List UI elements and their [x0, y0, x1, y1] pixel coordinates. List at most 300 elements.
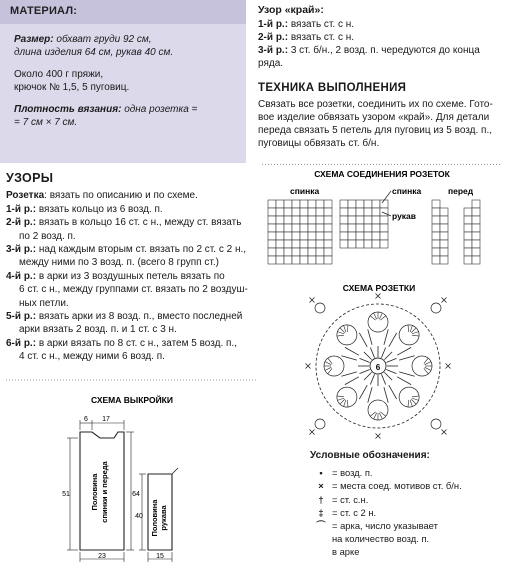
pattern-row-text: в арки вязать по 8 ст. с н., затем 5 возд. п., — [36, 337, 237, 349]
grid-cell — [464, 248, 472, 256]
pattern-row-line — [6, 243, 254, 256]
grid-cell — [316, 200, 324, 208]
stitch-mark — [368, 329, 372, 344]
grid-cell — [308, 208, 316, 216]
grid-cell — [300, 208, 308, 216]
kray-row-text: 3 ст. б/н., 2 возд. п. чередуются до конца ряда. — [258, 45, 480, 69]
label-front: перед — [448, 186, 474, 196]
stitch-mark — [337, 332, 344, 334]
grid-cell — [316, 248, 324, 256]
stitch-mark — [386, 369, 396, 373]
legend-title: Условные обозначения: — [310, 450, 430, 461]
pattern-row-text: 4 ст. с н., между ними 6 возд. п. — [19, 351, 165, 363]
rosette-scheme-title: СХЕМА РОЗЕТКИ — [342, 283, 416, 293]
grid-cell — [440, 208, 448, 216]
grid-cell — [356, 208, 364, 216]
grid-cell — [432, 208, 440, 216]
grid-cell — [276, 248, 284, 256]
grid-cell — [308, 232, 316, 240]
stitch-mark — [380, 316, 385, 320]
grid-cell — [472, 216, 480, 224]
stitch-mark — [411, 328, 416, 333]
grid-cell — [340, 240, 348, 248]
stitch-mark — [412, 396, 419, 397]
yarn-paragraph — [14, 68, 234, 94]
stitch-mark — [425, 362, 431, 365]
grid-cell — [268, 248, 276, 256]
technique-text — [258, 98, 504, 150]
pattern-row-line — [6, 256, 254, 269]
density-line-2: = 7 см × 7 см. — [14, 117, 78, 128]
grid-cell — [348, 240, 356, 248]
pattern-row-line — [6, 230, 254, 243]
kray-row-label: 3-й р.: — [258, 45, 289, 56]
pattern-row-label: 1-й р.: — [6, 203, 37, 215]
grid-cell — [268, 240, 276, 248]
grid-cell — [372, 224, 380, 232]
grid-cell — [464, 256, 472, 264]
legend-text: = арка, число указывает — [332, 520, 438, 532]
grid-cell — [268, 224, 276, 232]
material-header: МАТЕРИАЛ: — [0, 0, 246, 24]
stitch-mark — [410, 400, 412, 407]
pattern-row-line — [6, 216, 254, 229]
legend-row — [310, 532, 506, 545]
stitch-mark — [379, 313, 382, 319]
label-sleeve: рукав — [392, 211, 417, 221]
grid-cell — [348, 200, 356, 208]
stitch-mark — [341, 372, 356, 376]
join-mark — [446, 364, 451, 369]
stitch-mark — [380, 412, 385, 416]
grid-cell — [380, 240, 388, 248]
legend-row — [310, 479, 506, 492]
grid-cell — [472, 248, 480, 256]
grid-cell — [292, 200, 300, 208]
legend-text: = ст. с.н. — [332, 493, 369, 505]
legend-text: в арке — [332, 546, 360, 558]
kray-rows — [258, 18, 504, 70]
grid-cell — [316, 216, 324, 224]
grid-cell — [464, 240, 472, 248]
pattern-row-text: между ними по 3 возд. п. (всего 8 групп ст.) — [19, 257, 219, 269]
legend-text: = места соед. мотивов ст. б/н. — [332, 480, 462, 492]
join-scheme — [262, 164, 502, 276]
pattern-rows — [6, 203, 254, 364]
dim-40: 40 — [135, 513, 143, 520]
dim-15: 15 — [156, 553, 164, 560]
stitch-mark — [384, 352, 392, 360]
stitch-mark — [337, 398, 344, 400]
density-label: Плотность вязания: — [14, 104, 122, 115]
stitch-mark — [325, 367, 331, 370]
grid-cell — [276, 224, 284, 232]
pattern-row-text: 6 ст. с н., между группами ст. вязать по 2 воздуш- — [19, 284, 248, 296]
grid-cell — [276, 200, 284, 208]
stitch-mark — [364, 372, 372, 380]
grid-cell — [324, 248, 332, 256]
kray-row-label: 1-й р.: — [258, 19, 289, 30]
grid-cell — [440, 216, 448, 224]
pattern-row-label: 5-й р.: — [6, 311, 37, 323]
rosette-center-number: 6 — [375, 363, 381, 372]
right-column — [258, 4, 504, 150]
join-mark — [442, 430, 447, 435]
grid-cell — [300, 200, 308, 208]
grid-cell — [472, 200, 480, 208]
technique-line: вое изделие обвязать узором «край». Для детали — [258, 112, 490, 123]
patterns-title: УЗОРЫ — [6, 171, 54, 185]
grid-cell — [356, 240, 364, 248]
join-mark — [376, 434, 381, 439]
legend-symbol: ‡ — [318, 506, 324, 518]
grid-cell — [284, 224, 292, 232]
label-back-2: спинка — [392, 186, 422, 196]
rosette-text: : вязать по описанию и по схеме. — [44, 190, 198, 202]
grid-cell — [348, 216, 356, 224]
stitch-mark — [325, 362, 331, 365]
grid-cell — [364, 208, 372, 216]
kray-row-label: 2-й р.: — [258, 32, 289, 43]
grid-cell — [472, 256, 480, 264]
kray-row — [258, 18, 504, 31]
pattern-row-line — [6, 310, 254, 323]
kray-row-text: вязать ст. с н. — [288, 19, 355, 30]
grid-cell — [372, 200, 380, 208]
corner-loop — [315, 303, 325, 313]
patterns-section — [6, 172, 254, 364]
grid-cell — [316, 208, 324, 216]
grid-cell — [292, 208, 300, 216]
grid-cell — [300, 232, 308, 240]
grid-cell — [316, 240, 324, 248]
pattern-scheme — [0, 378, 262, 576]
grid-cell — [292, 240, 300, 248]
grid-cell — [300, 216, 308, 224]
stitch-mark — [397, 377, 411, 385]
grid-cell — [292, 232, 300, 240]
material-body — [0, 24, 246, 129]
grid-cell — [380, 232, 388, 240]
rosette-label: Розетка — [6, 190, 45, 202]
join-mark — [306, 364, 311, 369]
grid-cell — [308, 248, 316, 256]
dim-64: 64 — [132, 491, 140, 498]
stitch-mark — [347, 325, 348, 332]
grid-cell — [440, 248, 448, 256]
grid-cell — [308, 256, 316, 264]
stitch-mark — [359, 385, 367, 399]
technique-title: ТЕХНИКА ВЫПОЛНЕНИЯ — [258, 82, 407, 94]
stitch-mark — [345, 347, 359, 355]
rosette-line — [6, 189, 254, 202]
grid-cell — [464, 216, 472, 224]
stitch-mark — [381, 374, 385, 384]
pattern-row-label: 2-й р.: — [6, 217, 37, 229]
stitch-mark — [345, 377, 359, 385]
pattern-row-text: вязать арки из 8 возд. п., вместо последней — [36, 311, 243, 323]
stitch-mark — [412, 332, 419, 334]
stitch-mark — [374, 413, 377, 419]
grid-cell — [348, 224, 356, 232]
grid-cell — [464, 224, 472, 232]
stitch-mark — [340, 328, 345, 333]
grid-cell — [268, 232, 276, 240]
grid-cell — [268, 200, 276, 208]
kray-row-text: вязать ст. с н. — [288, 32, 355, 43]
join-mark — [310, 430, 315, 435]
grid-cell — [364, 240, 372, 248]
grid-cell — [364, 224, 372, 232]
grid-cell — [268, 256, 276, 264]
grid-cell — [308, 200, 316, 208]
pattern-row-text: в арки из 3 воздушных петель вязать по — [36, 270, 225, 282]
grid-cell — [372, 208, 380, 216]
pattern-row-line — [6, 297, 254, 310]
grid-front — [432, 200, 480, 264]
stitch-mark — [412, 398, 419, 400]
grid-cell — [380, 200, 388, 208]
stitch-mark — [344, 325, 346, 332]
grid-cell — [276, 232, 284, 240]
grid-cell — [348, 232, 356, 240]
stitch-mark — [360, 369, 370, 373]
grid-cell — [316, 224, 324, 232]
grid-cell — [356, 232, 364, 240]
stitch-mark — [364, 352, 372, 360]
grid-cell — [324, 208, 332, 216]
grid-cell — [276, 216, 284, 224]
stitch-mark — [386, 358, 396, 362]
grid-cell — [284, 256, 292, 264]
legend-symbol: × — [318, 480, 324, 492]
stitch-mark — [370, 316, 375, 320]
pattern-row-text: над каждым вторым ст. вязать по 2 ст. с 2 н., — [36, 244, 247, 256]
stitch-mark — [368, 387, 372, 402]
grid-cell — [432, 248, 440, 256]
grid-cell — [316, 256, 324, 264]
stitch-mark — [389, 385, 397, 399]
grid-cell — [268, 208, 276, 216]
corner-loop — [431, 419, 441, 429]
grid-cell — [340, 224, 348, 232]
grid-cell — [348, 208, 356, 216]
pattern-row-line — [6, 350, 254, 363]
kray-row — [258, 44, 504, 70]
legend-symbol: ⌒ — [316, 520, 326, 532]
grid-cell — [472, 240, 480, 248]
pattern-row-text: вязать кольцо из 6 возд. п. — [36, 203, 163, 215]
size-label: Размер: — [14, 34, 54, 45]
grid-cell — [284, 200, 292, 208]
stitch-mark — [424, 368, 428, 373]
legend-symbol: † — [318, 493, 324, 505]
sleeve-cap — [172, 468, 178, 474]
material-box — [0, 0, 246, 163]
pattern-row-line — [6, 270, 254, 283]
stitch-mark — [384, 387, 388, 402]
grid-back — [268, 200, 332, 264]
stitch-mark — [347, 400, 348, 407]
grid-cell — [340, 232, 348, 240]
stitch-mark — [399, 356, 414, 360]
stitch-mark — [344, 400, 346, 407]
pattern-row-label: 3-й р.: — [6, 244, 37, 256]
rosette-scheme — [296, 282, 462, 442]
grid-cell — [292, 248, 300, 256]
stitch-mark — [374, 313, 377, 319]
grid-cell — [372, 232, 380, 240]
grid-cell — [276, 240, 284, 248]
grid-cell — [308, 224, 316, 232]
pattern-row-line — [6, 283, 254, 296]
grid-cell — [432, 224, 440, 232]
stitch-mark — [370, 374, 374, 384]
grid-cell — [432, 256, 440, 264]
grid-cell — [432, 232, 440, 240]
sleeve-label-2: рукава — [159, 505, 168, 531]
pattern-row-line — [6, 203, 254, 216]
grid-cell — [284, 208, 292, 216]
kray-title: Узор «край»: — [258, 4, 324, 16]
pattern-row-text: вязать в кольцо 16 ст. с н., между ст. вязать — [36, 217, 242, 229]
grid-cell — [432, 200, 440, 208]
grid-cell — [364, 216, 372, 224]
grid-cell — [340, 216, 348, 224]
size-line-1: обхват груди 92 см, — [53, 34, 152, 45]
grid-cell — [300, 240, 308, 248]
grid-cell — [324, 224, 332, 232]
grid-cell — [464, 208, 472, 216]
grid-cell — [276, 208, 284, 216]
stitch-mark — [370, 412, 375, 416]
grid-cell — [364, 232, 372, 240]
dim-51: 51 — [62, 491, 70, 498]
legend-row — [310, 466, 506, 479]
grid-cell — [472, 232, 480, 240]
grid-cell — [440, 256, 448, 264]
legend-row — [310, 493, 506, 506]
grid-cell — [300, 256, 308, 264]
kray-row — [258, 31, 504, 44]
dim-23: 23 — [98, 553, 106, 560]
pattern-row-label: 6-й р.: — [6, 337, 37, 349]
size-paragraph — [14, 33, 234, 59]
stitch-mark — [381, 348, 385, 358]
legend-text: = ст. с 2 н. — [332, 506, 377, 518]
density-line-1: одна розетка = — [121, 104, 198, 115]
legend-symbol: • — [319, 467, 323, 479]
stitch-mark — [424, 358, 428, 363]
stitch-mark — [408, 325, 409, 332]
legend-row — [310, 519, 506, 532]
technique-line: Связать все розетки, соединить их по схеме. Гото- — [258, 99, 493, 110]
stitch-mark — [337, 335, 344, 336]
stitch-mark — [359, 333, 367, 347]
grid-cell — [316, 232, 324, 240]
grid-back-sleeve — [340, 200, 388, 248]
technique-line: пуговицы обвязать ст. б/н. — [258, 138, 380, 149]
grid-cell — [440, 232, 448, 240]
grid-cell — [340, 200, 348, 208]
stitch-mark — [340, 399, 345, 404]
body-label-1: Половина — [90, 473, 99, 511]
pattern-row-line — [6, 337, 254, 350]
legend — [310, 449, 506, 559]
stitch-mark — [328, 368, 332, 373]
grid-cell — [440, 224, 448, 232]
grid-cell — [472, 224, 480, 232]
stitch-mark — [410, 325, 412, 332]
body-label-2: спинки и переда — [100, 461, 109, 523]
join-mark — [442, 298, 447, 303]
grid-cell — [372, 216, 380, 224]
grid-cell — [372, 240, 380, 248]
stitch-mark — [408, 400, 409, 407]
stitch-mark — [425, 367, 431, 370]
pattern-row-text: арки вязать 2 возд. п. и 1 ст. с 3 н. — [19, 324, 177, 336]
legend-row — [310, 506, 506, 519]
stitch-mark — [397, 347, 411, 355]
legend-items — [310, 466, 506, 558]
grid-cell — [284, 232, 292, 240]
pattern-row-label: 4-й р.: — [6, 270, 37, 282]
yarn-line-1: Около 400 г пряжи, — [14, 69, 104, 80]
grid-cell — [340, 208, 348, 216]
grid-cell — [432, 240, 440, 248]
grid-cell — [364, 200, 372, 208]
join-mark — [310, 298, 315, 303]
grid-cell — [276, 256, 284, 264]
grid-cell — [292, 216, 300, 224]
grid-cell — [308, 240, 316, 248]
stitch-mark — [360, 358, 370, 362]
legend-text: = возд. п. — [332, 467, 373, 479]
stitch-mark — [389, 333, 397, 347]
sleeve-label-1: Половина — [150, 499, 159, 537]
stitch-mark — [384, 329, 388, 344]
density-paragraph — [14, 103, 234, 129]
legend-text: на количество возд. п. — [332, 533, 430, 545]
corner-loop — [315, 419, 325, 429]
join-scheme-title: СХЕМА СОЕДИНЕНИЯ РОЗЕТОК — [314, 169, 450, 179]
grid-cell — [356, 200, 364, 208]
grid-cell — [292, 224, 300, 232]
stitch-mark — [412, 335, 419, 336]
grid-cell — [380, 208, 388, 216]
grid-cell — [380, 224, 388, 232]
pattern-row-text: ных петли. — [19, 297, 69, 309]
legend-symbol — [310, 532, 332, 545]
size-line-2: длина изделия 64 см, рукав 40 см. — [14, 47, 174, 58]
grid-cell — [284, 248, 292, 256]
grid-cell — [292, 256, 300, 264]
stitch-mark — [379, 413, 382, 419]
technique-line: переда связать 5 петель для пуговиц из 5 возд. п., — [258, 125, 493, 136]
grid-cell — [440, 240, 448, 248]
grid-cell — [324, 232, 332, 240]
corner-loop — [431, 303, 441, 313]
grid-cell — [356, 216, 364, 224]
pattern-scheme-title: СХЕМА ВЫКРОЙКИ — [91, 395, 173, 405]
grid-cell — [300, 248, 308, 256]
pattern-row-text: по 2 возд. п. — [19, 230, 76, 242]
yarn-line-2: крючок № 1,5, 5 пуговиц. — [14, 82, 130, 93]
stitch-mark — [399, 372, 414, 376]
pattern-row-line — [6, 323, 254, 336]
grid-cell — [308, 216, 316, 224]
join-mark — [376, 294, 381, 299]
